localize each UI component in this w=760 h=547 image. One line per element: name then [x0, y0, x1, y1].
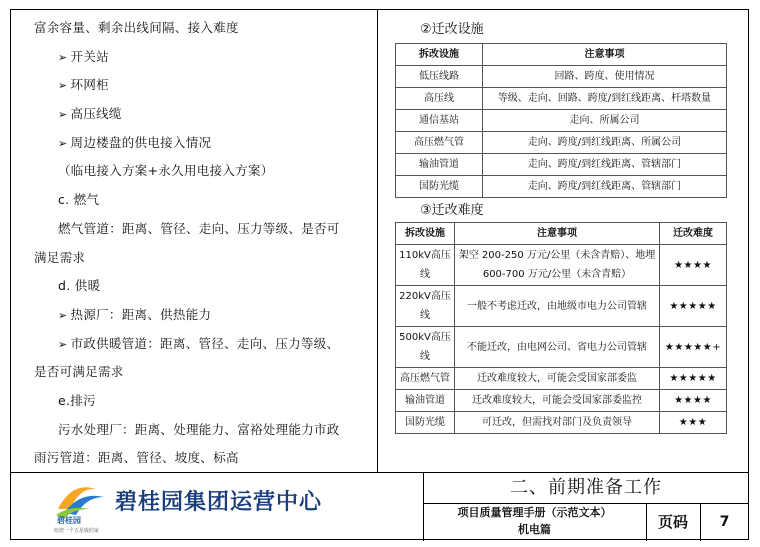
table-row: [396, 412, 727, 434]
text-line: [34, 43, 374, 72]
difficulty-stars: ★★★★★: [660, 286, 727, 327]
line-text: 高压线缆: [70, 106, 122, 122]
table-cell: 国防光缆: [396, 412, 455, 434]
relocation-facilities-table: [395, 43, 727, 198]
left-column-text: [34, 14, 374, 473]
line-text: 富余容量、剩余出线间隔、接入难度: [34, 20, 239, 35]
table-row: [396, 368, 727, 390]
text-line: [34, 71, 374, 100]
table-row: [396, 88, 727, 110]
line-text: （临电接入方案+永久用电接入方案）: [58, 163, 274, 179]
table-row: [396, 110, 727, 132]
table-cell: 低压线路: [396, 66, 483, 88]
table-header: 拆改设施: [396, 44, 483, 66]
table-cell: 110kV高压线: [396, 245, 455, 286]
line-text: 燃气管道：距离、管径、走向、压力等级、是否可: [58, 220, 340, 236]
logo-slogan: 给您一个五星级的家: [54, 528, 100, 534]
table-cell: 迁改难度较大，可能会受国家部委监: [455, 368, 660, 390]
text-line: [34, 301, 374, 330]
text-line: [34, 129, 374, 158]
table-cell: 回路、跨度、使用情况: [483, 66, 727, 88]
difficulty-stars: ★★★★★+: [660, 327, 727, 368]
table-header: 注意事项: [483, 44, 727, 66]
table-cell: 国防光缆: [396, 176, 483, 198]
table-row: [396, 66, 727, 88]
arrow-bullet-icon: ➢: [58, 79, 68, 93]
difficulty-stars: ★★★★★: [660, 368, 727, 390]
table-cell: 等级、走向、回路、跨度/到红线距离、杆塔数量: [483, 88, 727, 110]
line-text: 雨污管道：距离、管径、坡度、标高: [34, 450, 239, 466]
text-line: [34, 215, 374, 244]
manual-title: [423, 504, 646, 538]
table-header: 拆改设施: [396, 223, 455, 245]
line-text: 热源厂：距离、供热能力: [70, 306, 212, 322]
arrow-bullet-icon: ➢: [58, 136, 68, 150]
text-line: [34, 186, 374, 215]
arrow-bullet-icon: ➢: [58, 50, 68, 64]
line-text: c. 燃气: [58, 192, 100, 208]
arrow-bullet-icon: ➢: [58, 308, 68, 322]
table-row: [396, 176, 727, 198]
table-row: [396, 390, 727, 412]
table-cell: 500kV高压线: [396, 327, 455, 368]
table-cell: 走向、跨度/到红线距离、管辖部门: [483, 154, 727, 176]
table-cell: 输油管道: [396, 154, 483, 176]
table-cell: 走向、所属公司: [483, 110, 727, 132]
text-line: [34, 14, 374, 43]
text-line: [34, 444, 374, 473]
table-cell: 架空 200-250 万元/公里（未含青赔）、地埋 600-700 万元/公里（未含青赔）: [455, 245, 660, 286]
table-row: [396, 286, 727, 327]
difficulty-stars: ★★★★: [660, 390, 727, 412]
manual-title-line1: 项目质量管理手册（示范文本）: [457, 506, 612, 519]
line-text: 环网柜: [70, 77, 109, 93]
table-cell: 一般不考虑迁改，由地级市电力公司管辖: [455, 286, 660, 327]
text-line: [34, 244, 374, 273]
text-line: [34, 157, 374, 186]
line-text: e.排污: [58, 392, 96, 408]
table-cell: 可迁改，但需找对部门及负责领导: [455, 412, 660, 434]
table-cell: 走向、跨度/到红线距离、所属公司: [483, 132, 727, 154]
line-text: 是否可满足需求: [34, 364, 124, 380]
line-text: 开关站: [70, 48, 109, 64]
text-line: [34, 387, 374, 416]
arrow-bullet-icon: ➢: [58, 108, 68, 122]
section-3-title: ③迁改难度: [420, 203, 484, 218]
text-line: [34, 330, 374, 359]
logo-text: 碧桂园: [57, 516, 81, 525]
table-cell: 220kV高压线: [396, 286, 455, 327]
line-text: 污水处理厂：距离、处理能力、富裕处理能力市政: [58, 421, 340, 437]
relocation-difficulty-table: [395, 222, 727, 434]
text-line: [34, 272, 374, 301]
table-cell: 不能迁改，由电网公司、省电力公司管辖: [455, 327, 660, 368]
difficulty-stars: ★★★: [660, 412, 727, 434]
table-cell: 通信基站: [396, 110, 483, 132]
text-line: [34, 100, 374, 129]
text-line: [34, 358, 374, 387]
table-cell: 走向、跨度/到红线距离、管辖部门: [483, 176, 727, 198]
difficulty-stars: ★★★★: [660, 245, 727, 286]
table-row: [396, 327, 727, 368]
manual-title-line2: 机电篇: [518, 523, 551, 536]
line-text: 周边楼盘的供电接入情况: [70, 134, 212, 150]
table-cell: 高压燃气管: [396, 132, 483, 154]
section-2-title: ②迁改设施: [420, 22, 484, 37]
table-row: [396, 132, 727, 154]
page-label: 页码: [657, 513, 688, 531]
line-text: 满足需求: [34, 249, 86, 265]
column-divider: [377, 9, 378, 472]
footer: [10, 472, 749, 541]
table-header: 迁改难度: [660, 223, 727, 245]
table-row: [396, 245, 727, 286]
company-name: 碧桂园集团运营中心: [115, 490, 323, 515]
table-cell: 迁改难度较大，可能会受国家部委监控: [455, 390, 660, 412]
arrow-bullet-icon: ➢: [58, 337, 68, 351]
page-number: 7: [719, 514, 730, 530]
chapter-title: 二、前期准备工作: [510, 477, 662, 498]
text-line: [34, 416, 374, 445]
table-cell: 输油管道: [396, 390, 455, 412]
table-row: [396, 154, 727, 176]
table-header: 注意事项: [455, 223, 660, 245]
line-text: 市政供暖管道：距离、管径、走向、压力等级、: [70, 335, 340, 351]
table-cell: 高压燃气管: [396, 368, 455, 390]
line-text: d. 供暖: [58, 278, 101, 294]
table-cell: 高压线: [396, 88, 483, 110]
